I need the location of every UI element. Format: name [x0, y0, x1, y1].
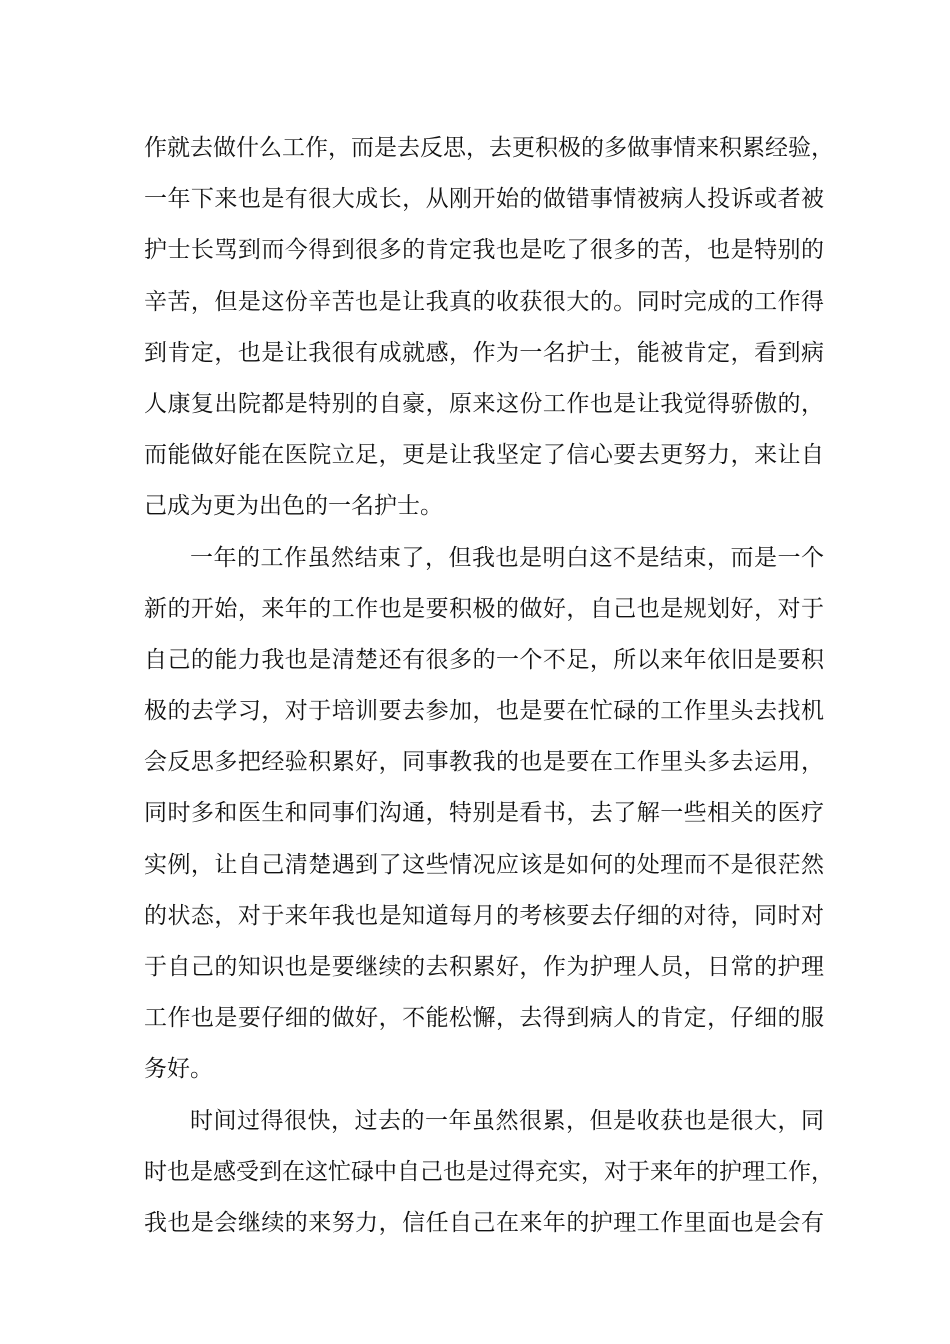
- text-line: 人康复出院都是特别的自豪，原来这份工作也是让我觉得骄傲的，: [144, 390, 824, 417]
- paragraph-first-line: 时间过得很快，过去的一年虽然很累，但是收获也是很大，同: [190, 1107, 824, 1134]
- text-line: 辛苦，但是这份辛苦也是让我真的收获很大的。同时完成的工作得: [144, 288, 824, 315]
- text-line: 而能做好能在医院立足，更是让我坚定了信心要去更努力，来让自: [144, 442, 824, 469]
- text-line: 的状态，对于来年我也是知道每月的考核要去仔细的对待，同时对: [144, 902, 824, 929]
- text-line: 务好。: [144, 1056, 213, 1083]
- text-line: 于自己的知识也是要继续的去积累好，作为护理人员，日常的护理: [144, 954, 824, 980]
- document-body: [144, 128, 834, 1254]
- text-line: 同时多和医生和同事们沟通，特别是看书，去了解一些相关的医疗: [144, 800, 824, 827]
- paragraph-first-line: 一年的工作虽然结束了，但我也是明白这不是结束，而是一个: [190, 544, 824, 571]
- text-line: 自己的能力我也是清楚还有很多的一个不足，所以来年依旧是要积: [144, 646, 824, 673]
- text-line: 己成为更为出色的一名护士。: [144, 493, 443, 520]
- text-line: 到肯定，也是让我很有成就感，作为一名护士，能被肯定，看到病: [144, 339, 824, 366]
- text-line: 时也是感受到在这忙碌中自己也是过得充实，对于来年的护理工作，: [144, 1158, 834, 1185]
- text-line: 作就去做什么工作，而是去反思，去更积极的多做事情来积累经验，: [144, 135, 834, 161]
- text-line: 实例，让自己清楚遇到了这些情况应该是如何的处理而不是很茫然: [144, 851, 824, 878]
- text-line: 我也是会继续的来努力，信任自己在来年的护理工作里面也是会有: [144, 1209, 824, 1236]
- text-line: 工作也是要仔细的做好，不能松懈，去得到病人的肯定，仔细的服: [144, 1005, 824, 1032]
- text-line: 会反思多把经验积累好，同事教我的也是要在工作里头多去运用，: [144, 749, 824, 776]
- text-line: 一年下来也是有很大成长，从刚开始的做错事情被病人投诉或者被: [144, 186, 824, 213]
- text-line: 新的开始，来年的工作也是要积极的做好，自己也是规划好，对于: [144, 595, 824, 622]
- text-line: 护士长骂到而今得到很多的肯定我也是吃了很多的苦，也是特别的: [144, 237, 824, 264]
- text-line: 极的去学习，对于培训要去参加，也是要在忙碌的工作里头去找机: [144, 698, 824, 725]
